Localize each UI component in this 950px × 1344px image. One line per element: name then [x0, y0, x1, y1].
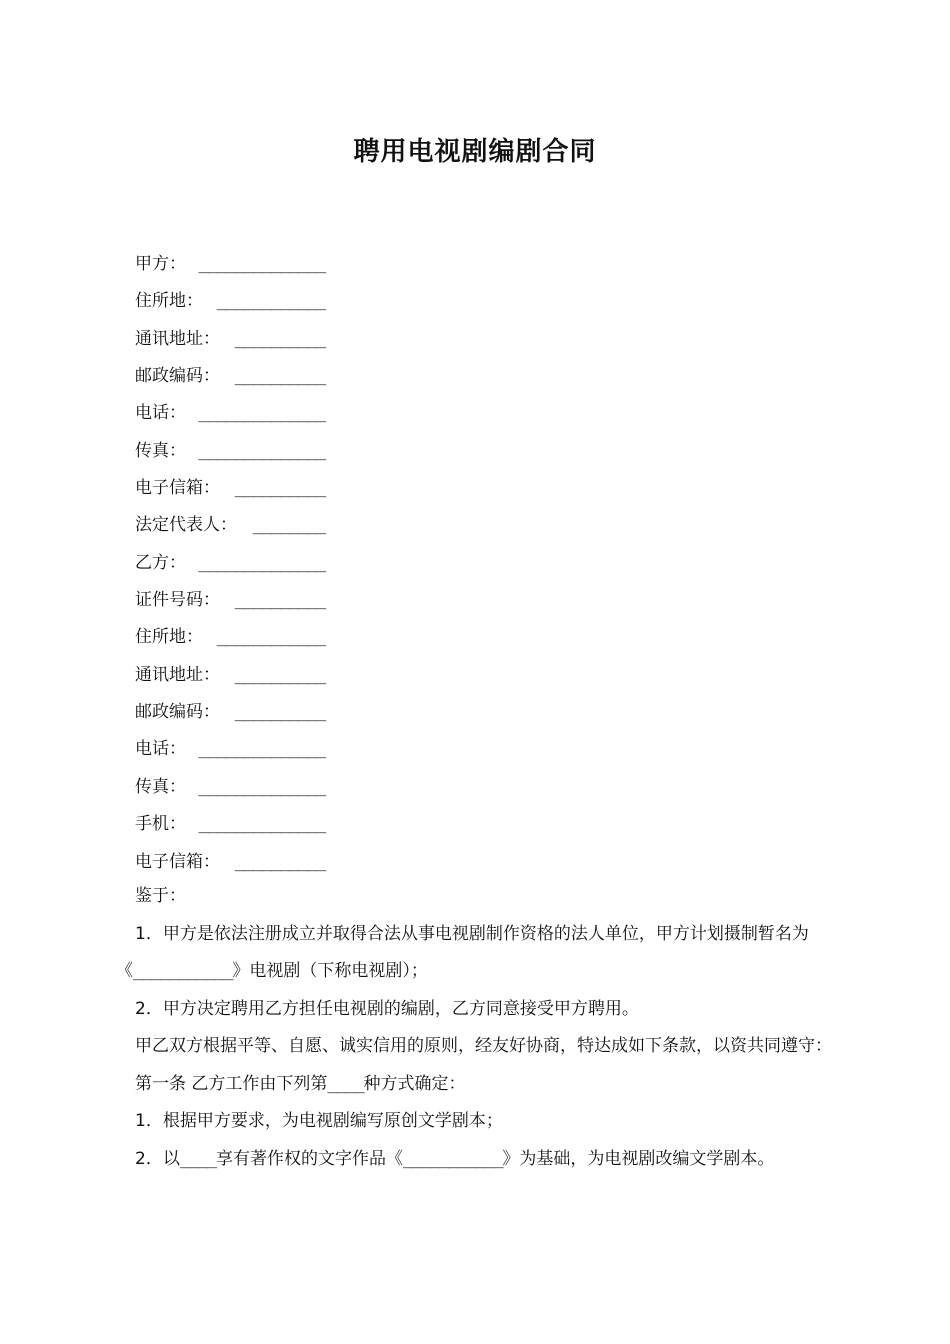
article-1 — [116, 1066, 856, 1104]
recital-1-text-end: 》电视剧（下称电视剧）； — [232, 961, 428, 981]
field-blank: ______________ — [198, 739, 325, 760]
article-1-text-end: 种方式确定： — [363, 1073, 466, 1094]
field-label: 邮政编码： — [135, 366, 220, 387]
copyright-holder-blank: ____ — [179, 1148, 216, 1169]
field-label: 邮政编码： — [135, 702, 220, 723]
method-item-2 — [116, 1141, 856, 1179]
field-party-a-phone — [135, 395, 535, 432]
field-blank: __________ — [234, 478, 325, 499]
method-number-blank: ____ — [327, 1073, 364, 1094]
method-2-text-end: 》为基础，为电视剧改编文学剧本。 — [502, 1148, 775, 1169]
field-label: 证件号码： — [135, 590, 220, 611]
whereas-heading — [116, 878, 856, 916]
field-blank: __________ — [234, 328, 325, 349]
field-label: 手机： — [135, 814, 186, 835]
field-label: 住所地： — [135, 627, 203, 648]
method-item-1 — [116, 1103, 856, 1141]
field-legal-representative — [135, 507, 535, 544]
field-party-a-fax — [135, 433, 535, 470]
whereas-text: 鉴于： — [135, 886, 186, 906]
field-blank: __________ — [234, 366, 325, 387]
field-party-b-fax — [135, 769, 535, 806]
field-party-b — [135, 545, 535, 582]
field-party-b-postcode — [135, 694, 535, 731]
method-2-text-mid: 享有著作权的文字作品《 — [215, 1148, 403, 1169]
recital-1-text: 1．甲方是依法注册成立并取得合法从事电视剧制作资格的法人单位，甲方计划摄制暂名为《 — [116, 923, 809, 981]
field-party-b-address — [135, 619, 535, 656]
field-party-b-mailing-address — [135, 657, 535, 694]
field-blank: ______________ — [198, 403, 325, 424]
agreement-text: 甲乙双方根据平等、自愿、诚实信用的原则，经友好协商，特达成如下条款，以资共同遵守： — [135, 1036, 832, 1056]
field-blank: __________ — [234, 664, 325, 685]
field-blank: ______________ — [198, 552, 325, 573]
field-blank: ________ — [252, 515, 325, 536]
field-blank: ______________ — [198, 440, 325, 461]
field-label: 住所地： — [135, 291, 203, 312]
method-2-text: 2．以 — [135, 1148, 180, 1169]
field-label: 传真： — [135, 776, 186, 797]
field-party-b-mobile — [135, 806, 535, 843]
field-blank: __________ — [234, 590, 325, 611]
field-party-b-email — [135, 844, 535, 881]
field-blank: ______________ — [198, 776, 325, 797]
recital-item-1 — [116, 916, 856, 991]
field-blank: ____________ — [216, 291, 325, 312]
article-1-text: 第一条 乙方工作由下列第 — [135, 1073, 328, 1094]
field-party-a-postcode — [135, 358, 535, 395]
recital-item-2 — [116, 991, 856, 1029]
field-blank: ____________ — [216, 627, 325, 648]
drama-title-blank: ___________ — [133, 961, 233, 981]
recital-2-text: 2．甲方决定聘用乙方担任电视剧的编剧，乙方同意接受甲方聘用。 — [135, 998, 639, 1019]
field-blank: __________ — [234, 851, 325, 872]
field-party-b-phone — [135, 731, 535, 768]
field-party-a-mailing-address — [135, 321, 535, 358]
field-party-a — [135, 246, 535, 283]
field-party-a-address — [135, 283, 535, 320]
field-blank: __________ — [234, 702, 325, 723]
party-info-fields — [135, 246, 535, 881]
field-blank: ______________ — [198, 814, 325, 835]
field-label: 电子信箱： — [135, 851, 220, 872]
field-label: 电话： — [135, 739, 186, 760]
field-party-a-email — [135, 470, 535, 507]
field-label: 法定代表人： — [135, 515, 237, 536]
agreement-paragraph — [116, 1028, 856, 1066]
field-label: 通讯地址： — [135, 328, 220, 349]
method-1-text: 1．根据甲方要求，为电视剧编写原创文学剧本； — [135, 1111, 503, 1131]
field-label: 通讯地址： — [135, 664, 220, 685]
field-label: 电话： — [135, 403, 186, 424]
field-party-b-id-number — [135, 582, 535, 619]
field-label: 乙方： — [135, 552, 186, 573]
work-title-blank: ___________ — [402, 1148, 503, 1169]
field-blank: ______________ — [198, 254, 325, 274]
field-label: 传真： — [135, 440, 186, 461]
contract-body — [116, 878, 856, 1178]
document-title: 聘用电视剧编剧合同 — [353, 137, 597, 167]
field-label: 电子信箱： — [135, 478, 220, 499]
field-label: 甲方： — [135, 254, 186, 274]
